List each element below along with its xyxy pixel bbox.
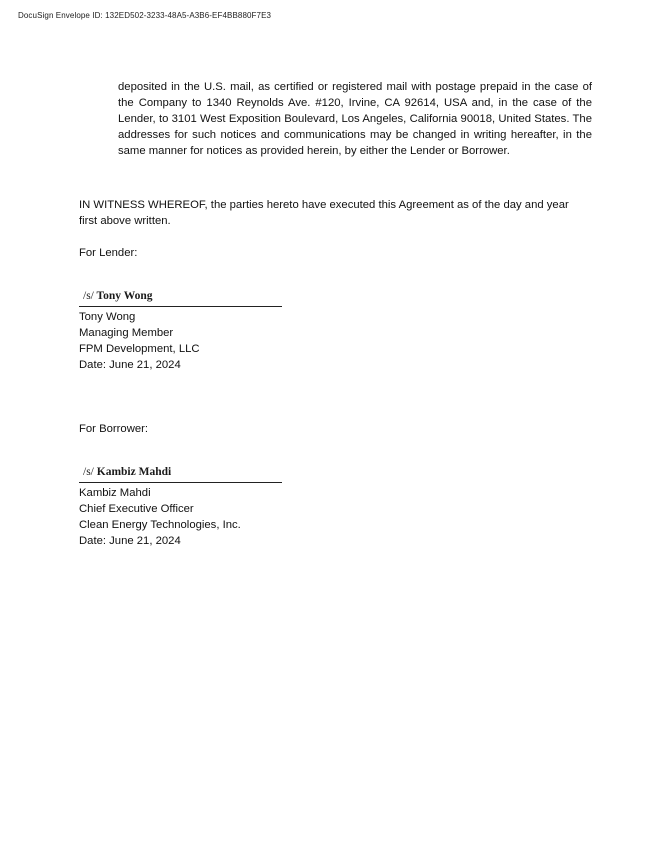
lender-signature-block [79, 286, 282, 373]
borrower-signature-name: Kambiz Mahdi [96, 466, 172, 478]
borrower-details [79, 485, 282, 549]
borrower-company: Clean Energy Technologies, Inc. [79, 519, 241, 531]
borrower-signature-prefix: /s/ [83, 466, 94, 478]
borrower-name: Kambiz Mahdi [79, 487, 151, 499]
lender-signature [83, 288, 153, 304]
lender-company: FPM Development, LLC [79, 343, 200, 355]
docusign-envelope-id: DocuSign Envelope ID: 132ED502-3233-48A5-A3B6-EF4BB880F7E3 [18, 11, 272, 20]
lender-date: Date: June 21, 2024 [79, 359, 181, 371]
borrower-date: Date: June 21, 2024 [79, 535, 181, 547]
lender-title: Managing Member [79, 327, 174, 339]
borrower-signature-line [79, 462, 282, 483]
borrower-signature-block [79, 462, 282, 549]
lender-name: Tony Wong [79, 311, 136, 323]
notice-paragraph: deposited in the U.S. mail, as certified or registered mail with postage prepaid in the case of the Company to 1340 Reynolds Ave. #120, Irvine, CA 92614, USA and, in the case of the Lender, to 3101 West Exposition Boulevard, Los Angeles, California 90018, United States. The addresses for such notices and communications may be changed in writing hereafter, in the same manner for notices as provided herein, by either the Lender or Borrower. [118, 81, 592, 157]
witness-paragraph: IN WITNESS WHEREOF, the parties hereto have executed this Agreement as of the day and year first above written. [79, 199, 569, 227]
lender-details [79, 309, 282, 373]
lender-signature-prefix: /s/ [83, 290, 94, 302]
lender-signature-line [79, 286, 282, 307]
borrower-label: For Borrower: [79, 423, 149, 435]
lender-label: For Lender: [79, 247, 138, 259]
lender-signature-name: Tony Wong [96, 290, 153, 302]
borrower-title: Chief Executive Officer [79, 503, 194, 515]
borrower-signature [83, 464, 171, 480]
